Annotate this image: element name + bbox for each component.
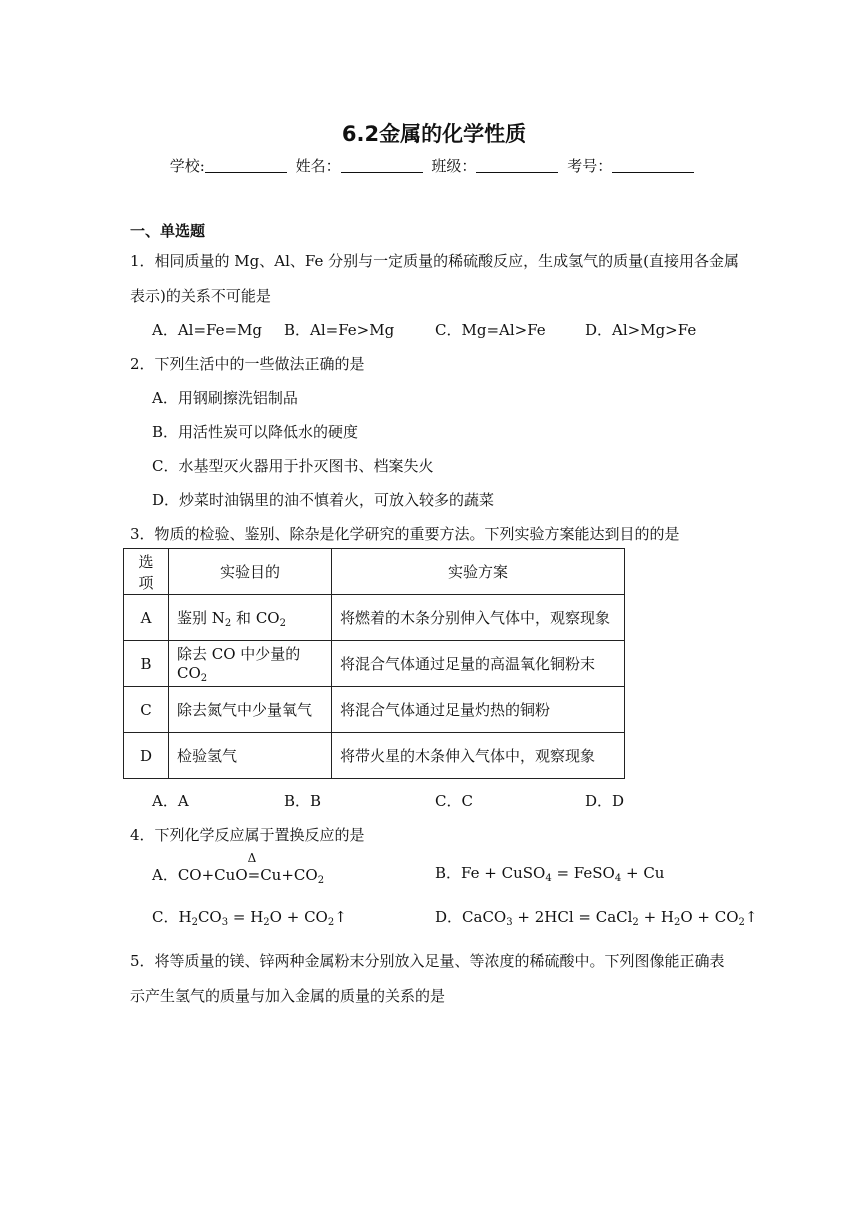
row-plan: 将燃着的木条分别伸入气体中，观察现象 [332,595,625,641]
exam-no-label: 考号： [567,157,613,175]
table-row [124,733,625,779]
row-plan: 将混合气体通过足量灼热的铜粉 [332,687,625,733]
q4-stem: 4．下列化学反应属于置换反应的是 [130,826,365,844]
q1-option-b: B．Al=Fe>Mg [284,321,395,339]
name-blank[interactable] [341,158,423,173]
q5-stem-line1: 5．将等质量的镁、锌两种金属粉末分别放入足量、等浓度的稀硫酸中。下列图像能正确表 [130,952,725,970]
q1-option-a: A．Al=Fe=Mg [152,321,263,339]
q4-option-b: B．Fe + CuSO$_4$ = FeSO$_4$ + Cu [435,864,665,884]
row-goal: 除去氮气中少量氧气 [169,687,332,733]
q2-option-a: A．用钢刷擦洗铝制品 [152,389,298,407]
page-title: 6.2金属的化学性质 [341,122,527,146]
q4-option-c: C．$H_2CO_3 = H_2O$ + $CO_2↑$ [152,908,347,928]
exam-no-blank[interactable] [612,158,694,173]
q1-option-c: C．Mg=Al>Fe [435,321,546,339]
section-heading: 一、单选题 [130,222,206,240]
student-info-line [0,155,868,176]
table-header-row [124,549,625,595]
header-option: 选项 [124,549,169,595]
q3-option-d: D．D [585,792,625,810]
q1-option-d: D．Al>Mg>Fe [585,321,697,339]
q5-stem-line2: 示产生氢气的质量与加入金属的质量的关系的是 [130,987,446,1005]
q3-stem: 3．物质的检验、鉴别、除杂是化学研究的重要方法。下列实验方案能达到目的的是 [130,525,680,543]
school-label: 学校: [169,157,205,175]
row-plan: 将混合气体通过足量的高温氧化铜粉末 [332,641,625,687]
name-label: 姓名： [295,157,341,175]
table-row [124,641,625,687]
row-option: C [124,687,169,733]
class-blank[interactable] [476,158,558,173]
q2-option-d: D．炒菜时油锅里的油不慎着火，可放入较多的蔬菜 [152,491,495,509]
table-row [124,687,625,733]
q1-stem-line1: 1．相同质量的 Mg、Al、Fe 分别与一定质量的稀硫酸反应，生成氢气的质量(直接用各金属 [130,252,739,270]
row-option: B [124,641,169,687]
q2-option-c: C．水基型灭火器用于扑灭图书、档案失火 [152,457,434,475]
school-blank[interactable] [205,158,287,173]
q3-table [123,548,625,779]
q3-option-b: B．B [284,792,322,810]
header-plan: 实验方案 [332,549,625,595]
header-goal: 实验目的 [169,549,332,595]
row-goal: 除去 CO 中少量的 $CO_2$ [169,641,332,687]
q4-option-a: A．CO+CuO Δ $=Cu+CO_2$ [152,851,325,886]
q3-option-a: A．A [152,792,189,810]
row-goal: 检验氢气 [169,733,332,779]
class-label: 班级： [431,157,477,175]
q3-option-c: C．C [435,792,473,810]
q2-option-b: B．用活性炭可以降低水的硬度 [152,423,359,441]
row-goal: 鉴别 $N_2$ 和 $CO_2$ [169,595,332,641]
q4-option-d: D．CaCO$_3$ + 2HCl = CaCl$_2$ + $H_2O$ + $CO_2↑$ [435,908,758,928]
q2-stem: 2．下列生活中的一些做法正确的是 [130,355,365,373]
row-plan: 将带火星的木条伸入气体中，观察现象 [332,733,625,779]
q1-stem-line2: 表示)的关系不可能是 [130,287,271,305]
row-option: D [124,733,169,779]
row-option: A [124,595,169,641]
table-row [124,595,625,641]
heat-symbol: Δ [247,851,257,865]
